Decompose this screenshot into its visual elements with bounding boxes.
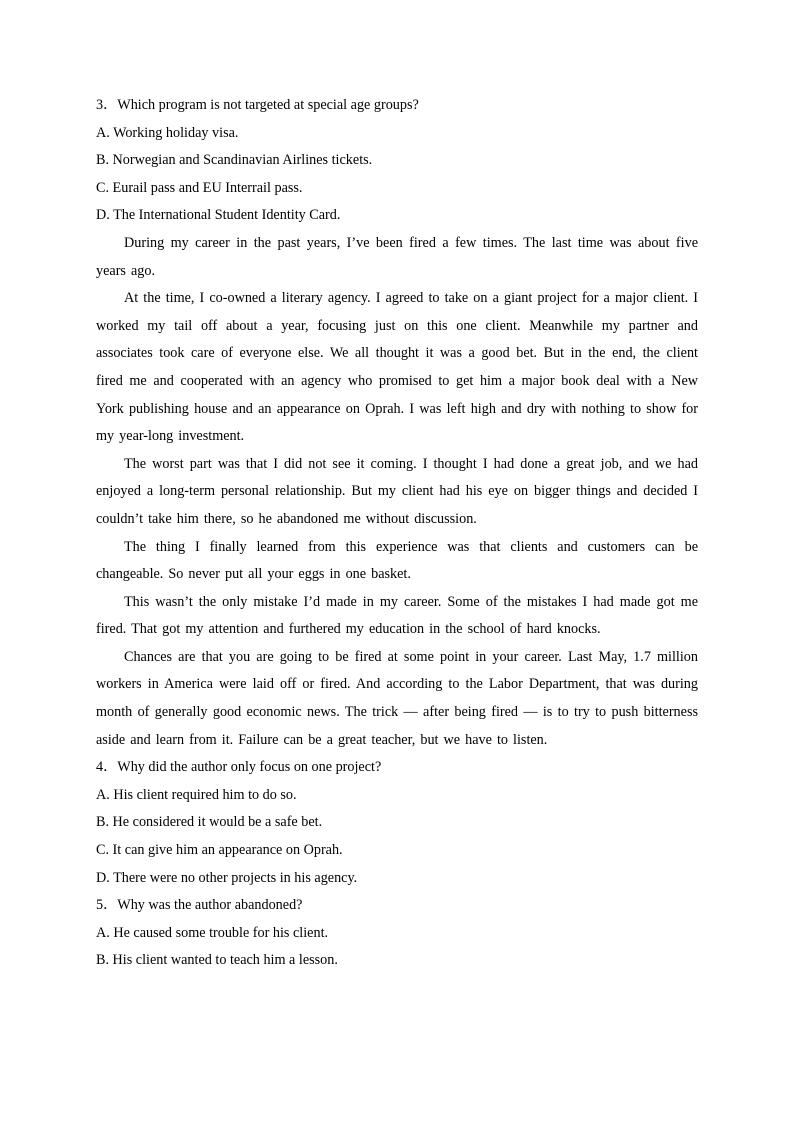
passage-paragraph-1: During my career in the past years, I’ve been fired a few times. The last time was about five years ago. — [96, 234, 698, 279]
passage-paragraph-2: At the time, I co-owned a literary agency. I agreed to take on a giant project for a major client. I worked my tail off about a year, focusing just on this one client. Meanwhile my partner and associates took care of everyone else. We all thought it was a good bet. But in the end, the client fired me and cooperated with an agency who promised to get him a major book deal with a New York publishing house and an appearance on Oprah. I was left high and dry with nothing to show for my year-long investment. — [96, 290, 698, 445]
question-5-option-b: B. His client wanted to teach him a lesson. — [96, 952, 338, 969]
question-number: 5． — [96, 897, 118, 914]
question-4-option-d: D. There were no other projects in his agency. — [96, 869, 358, 886]
passage-paragraph-6: Chances are that you are going to be fired at some point in your career. Last May, 1.7 million workers in America were laid off or fired. And according to the Labor Department, that was during month of generally good economic news. The trick — after being fired — is to try to push bitterness aside and learn from it. Failure can be a great teacher, but we have to listen. — [96, 648, 698, 748]
question-3-option-d: D. The International Student Identity Card. — [96, 207, 341, 224]
passage-paragraph-5: This wasn’t the only mistake I’d made in my career. Some of the mistakes I had made got me fired. That got my attention and furthered my education in the school of hard knocks. — [96, 593, 698, 638]
question-3-option-c: C. Eurail pass and EU Interrail pass. — [96, 179, 303, 196]
question-5-stem: 5．Why was the author abandoned? — [96, 897, 303, 914]
question-4-option-b: B. He considered it would be a safe bet. — [96, 814, 323, 831]
question-3-stem: 3．Which program is not targeted at special age groups? — [96, 97, 419, 113]
question-3-option-a: A. Working holiday visa. — [96, 124, 239, 141]
passage-paragraph-3: The worst part was that I did not see it coming. I thought I had done a great job, and we had enjoyed a long-term personal relationship. But my client had his eye on bigger things and decided I couldn’t take him there, so he abandoned me without discussion. — [96, 455, 698, 527]
question-4-stem: 4．Why did the author only focus on one project? — [96, 759, 382, 776]
question-number: 4． — [96, 759, 118, 776]
question-5-option-a: A. He caused some trouble for his client. — [96, 924, 329, 941]
question-3-option-b: B. Norwegian and Scandinavian Airlines tickets. — [96, 152, 373, 169]
question-4-option-c: C. It can give him an appearance on Oprah. — [96, 842, 343, 859]
document-page — [96, 92, 698, 975]
question-4-option-a: A. His client required him to do so. — [96, 786, 297, 803]
question-number: 3． — [96, 97, 118, 113]
passage-paragraph-4: The thing I finally learned from this experience was that clients and customers can be changeable. So never put all your eggs in one basket. — [96, 538, 698, 583]
